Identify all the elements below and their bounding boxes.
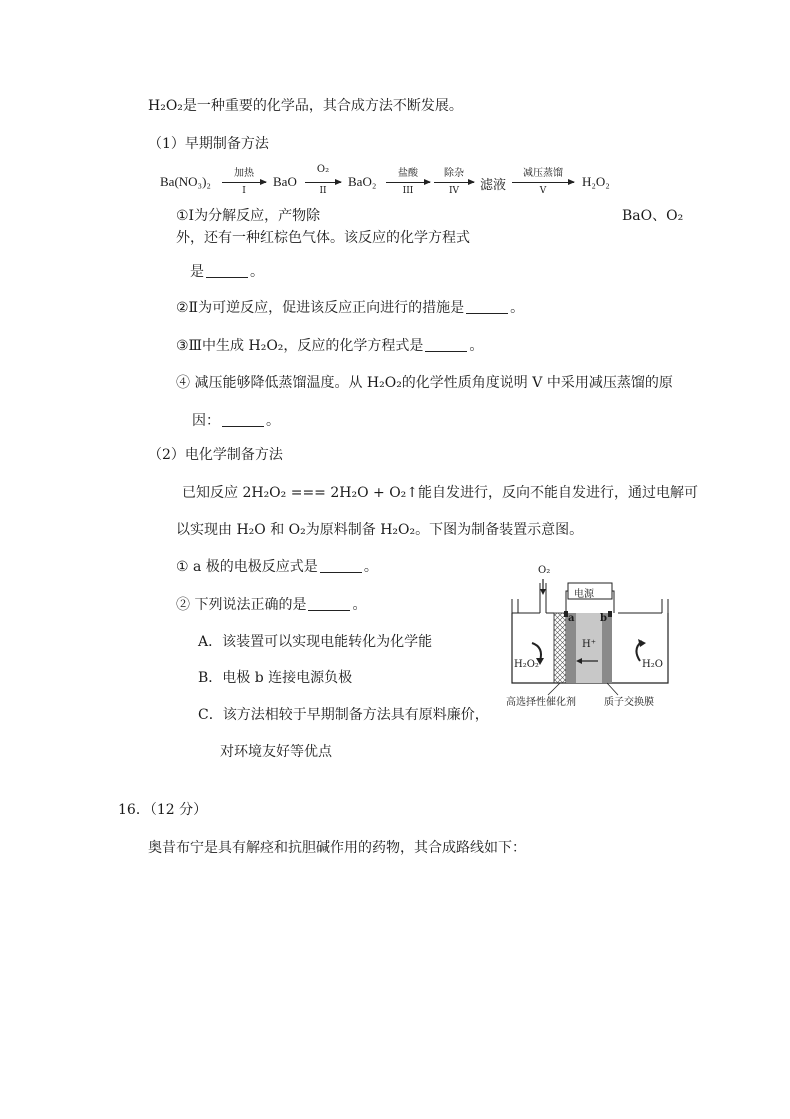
answer-blank-2-2[interactable] [308, 596, 350, 611]
part1-q1-right: BaO、O₂ [622, 208, 684, 224]
h2o-reactant-label: H₂O [642, 659, 663, 670]
answer-blank-1-1[interactable] [206, 263, 248, 278]
question-16-text: 奥昔布宁是具有解痉和抗胆碱作用的药物，其合成路线如下： [148, 840, 526, 856]
flow-arrow-3-condition: 盐酸 [398, 168, 418, 179]
part1-q1-line1: ①Ⅰ为分解反应，产物除 [176, 208, 321, 224]
part2-text-line2: 以实现由 H₂O 和 O₂为原料制备 H₂O₂。下图为制备装置示意图。 [176, 522, 584, 538]
part1-q2-text: ②Ⅱ为可逆反应，促进该反应正向进行的措施是 [176, 300, 465, 316]
part2-q1: ① a 极的电极反应式是 。 [176, 559, 378, 575]
answer-blank-1-3[interactable] [425, 337, 467, 352]
part1-q4-line1: ④ 减压能够降低蒸馏温度。从 H₂O₂的化学性质角度说明 V 中采用减压蒸馏的原 [176, 375, 673, 391]
membrane-label: 质子交换膜 [604, 697, 654, 708]
part2-q2-text: ② 下列说法正确的是 [176, 597, 307, 613]
part1-q4-line2-text: 因： [192, 413, 220, 429]
part2-text-line1: 已知反应 2H₂O₂ === 2H₂O + O₂↑能自发进行，反向不能自发进行，通过电解可 [182, 485, 699, 501]
flow-arrow-1-condition: 加热 [234, 168, 254, 179]
part1-q3: ③Ⅲ中生成 H₂O₂，反应的化学方程式是 。 [176, 338, 484, 354]
o2-inlet-label: O₂ [538, 565, 551, 576]
part1-q1-line2: 外，还有一种红棕色气体。该反应的化学方程式 [176, 230, 470, 246]
flow-node-2: BaO [273, 174, 297, 189]
flow-arrow-5-step: V [539, 186, 547, 196]
intro-line: H₂O₂是一种重要的化学品，其合成方法不断发展。 [148, 98, 463, 114]
flow-arrow-1 [222, 182, 266, 183]
electrode-b-label: b [600, 613, 607, 624]
part1-q3-text: ③Ⅲ中生成 H₂O₂，反应的化学方程式是 [176, 338, 424, 354]
flow-arrow-2-step: II [319, 186, 327, 196]
part1-heading: （1）早期制备方法 [148, 136, 269, 152]
flow-arrow-5-condition: 减压蒸馏 [523, 168, 563, 179]
option-b[interactable]: B．电极 b 连接电源负极 [198, 670, 353, 686]
option-c-line1[interactable]: C．该方法相较于早期制备方法具有原料廉价， [198, 707, 489, 723]
flow-node-1: Ba(NO₃)₂ [160, 174, 211, 189]
h2o2-product-label: H₂O₂ [514, 659, 539, 670]
part1-q2: ②Ⅱ为可逆反应，促进该反应正向进行的措施是 。 [176, 300, 525, 316]
flow-arrow-4 [434, 182, 474, 183]
flow-arrow-3 [386, 182, 430, 183]
question-16-number: 16．（12 分） [118, 802, 208, 818]
flow-arrow-3-step: III [402, 186, 414, 196]
option-a[interactable]: A．该装置可以实现电能转化为化学能 [198, 634, 433, 650]
part1-q1-line3-text: 是 [190, 264, 204, 280]
flow-arrow-2-condition: O₂ [316, 164, 330, 175]
answer-blank-1-4[interactable] [222, 412, 264, 427]
part2-q2: ② 下列说法正确的是 。 [176, 597, 367, 613]
flow-arrow-4-step: IV [448, 186, 460, 196]
flow-arrow-4-condition: 除杂 [444, 168, 464, 179]
part2-q1-text: ① a 极的电极反应式是 [176, 559, 318, 575]
flow-node-3: BaO₂ [348, 174, 377, 189]
answer-blank-1-2[interactable] [466, 299, 508, 314]
flow-arrow-1-step: I [242, 186, 246, 196]
flow-node-5: H₂O₂ [582, 174, 610, 189]
electrode-a-label: a [568, 613, 575, 624]
synthesis-flow-diagram [160, 162, 620, 202]
part1-q4-line2: 因： 。 [192, 413, 280, 429]
flow-node-4: 滤液 [480, 177, 507, 192]
flow-arrow-2 [305, 182, 341, 183]
electrolysis-apparatus-diagram [500, 565, 680, 715]
catalyst-label: 高选择性催化剂 [506, 697, 576, 708]
part1-q1-line3: 是 。 [190, 264, 264, 280]
flow-arrow-5 [512, 182, 574, 183]
option-c-line2: 对环境友好等优点 [220, 744, 332, 760]
answer-blank-2-1[interactable] [320, 558, 362, 573]
proton-label: H⁺ [582, 639, 596, 650]
power-source-label: 电源 [574, 589, 594, 600]
part2-heading: （2）电化学制备方法 [148, 447, 283, 463]
